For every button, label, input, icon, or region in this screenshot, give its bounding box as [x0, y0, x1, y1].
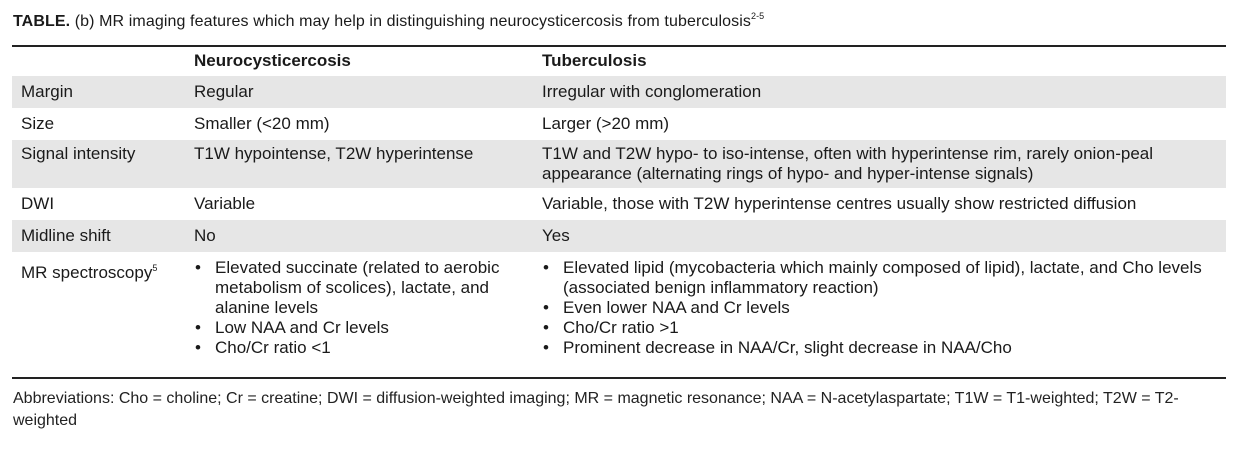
abbreviations-note: Abbreviations: Cho = choline; Cr = creatine; DWI = diffusion-weighted imaging; MR = magnetic resonance; NAA = N-acetylaspartate; T1W = T1-weighted; T2W = T2-weighted [13, 390, 1179, 429]
feature-cell [12, 252, 194, 359]
feature-reference: 5 [152, 263, 158, 273]
bottom-rule [12, 377, 1226, 379]
table-row [12, 140, 1226, 188]
tb-bullet-list [542, 258, 1226, 358]
ncc-cell: Variable [194, 194, 256, 213]
ncc-bullet-list [194, 258, 542, 358]
table-row [12, 220, 1226, 252]
table-row [12, 76, 1226, 108]
list-item: • Cho/Cr ratio <1 [194, 338, 542, 358]
header-row [12, 47, 1226, 76]
comparison-table [12, 47, 1226, 359]
list-item: • Elevated lipid (mycobacteria which mainly composed of lipid), lactate, and Cho levels (associated benign inflammatory reaction) [542, 258, 1226, 298]
feature-cell: DWI [21, 194, 55, 213]
ncc-cell [194, 252, 542, 359]
ncc-cell: Smaller (<20 mm) [194, 114, 330, 133]
list-item: • Even lower NAA and Cr levels [542, 298, 1226, 318]
feature-cell: Midline shift [12, 220, 194, 252]
ncc-cell: T1W hypointense, T2W hyperintense [194, 140, 542, 188]
tb-cell [542, 252, 1226, 359]
list-item: • Cho/Cr ratio >1 [542, 318, 1226, 338]
list-item: • Elevated succinate (related to aerobic metabolism of scolices), lactate, and alanine levels [194, 258, 542, 318]
list-item: • Low NAA and Cr levels [194, 318, 542, 338]
feature-cell: Margin [12, 76, 194, 108]
table-row [12, 188, 1226, 220]
feature-cell: Size [21, 114, 55, 133]
header-tuberculosis: Tuberculosis [542, 51, 647, 70]
tb-cell: Yes [542, 220, 1226, 252]
list-item: • Prominent decrease in NAA/Cr, slight decrease in NAA/Cho [542, 338, 1226, 358]
table-caption [13, 11, 764, 31]
tb-cell: T1W and T2W hypo- to iso-intense, often with hyperintense rim, rarely onion-peal appearance (alternating rings of hypo- and hyper-intense signals) [542, 140, 1226, 188]
caption-lead: TABLE. [13, 13, 71, 30]
ncc-cell: No [194, 220, 542, 252]
caption-reference: 2-5 [750, 11, 765, 21]
tb-cell: Irregular with conglomeration [542, 76, 1226, 108]
caption-text: (b) MR imaging features which may help in distinguishing neurocysticercosis from tuberculosis [70, 13, 751, 30]
tb-cell: Variable, those with T2W hyperintense centres usually show restricted diffusion [542, 194, 1137, 213]
header-neurocysticercosis: Neurocysticercosis [194, 51, 351, 70]
feature-cell: Signal intensity [12, 140, 194, 188]
header-feature [12, 47, 194, 76]
feature-label: MR spectroscopy [21, 263, 153, 282]
table-row [12, 108, 1226, 140]
tb-cell: Larger (>20 mm) [542, 114, 670, 133]
table-row [12, 252, 1226, 359]
ncc-cell: Regular [194, 76, 542, 108]
